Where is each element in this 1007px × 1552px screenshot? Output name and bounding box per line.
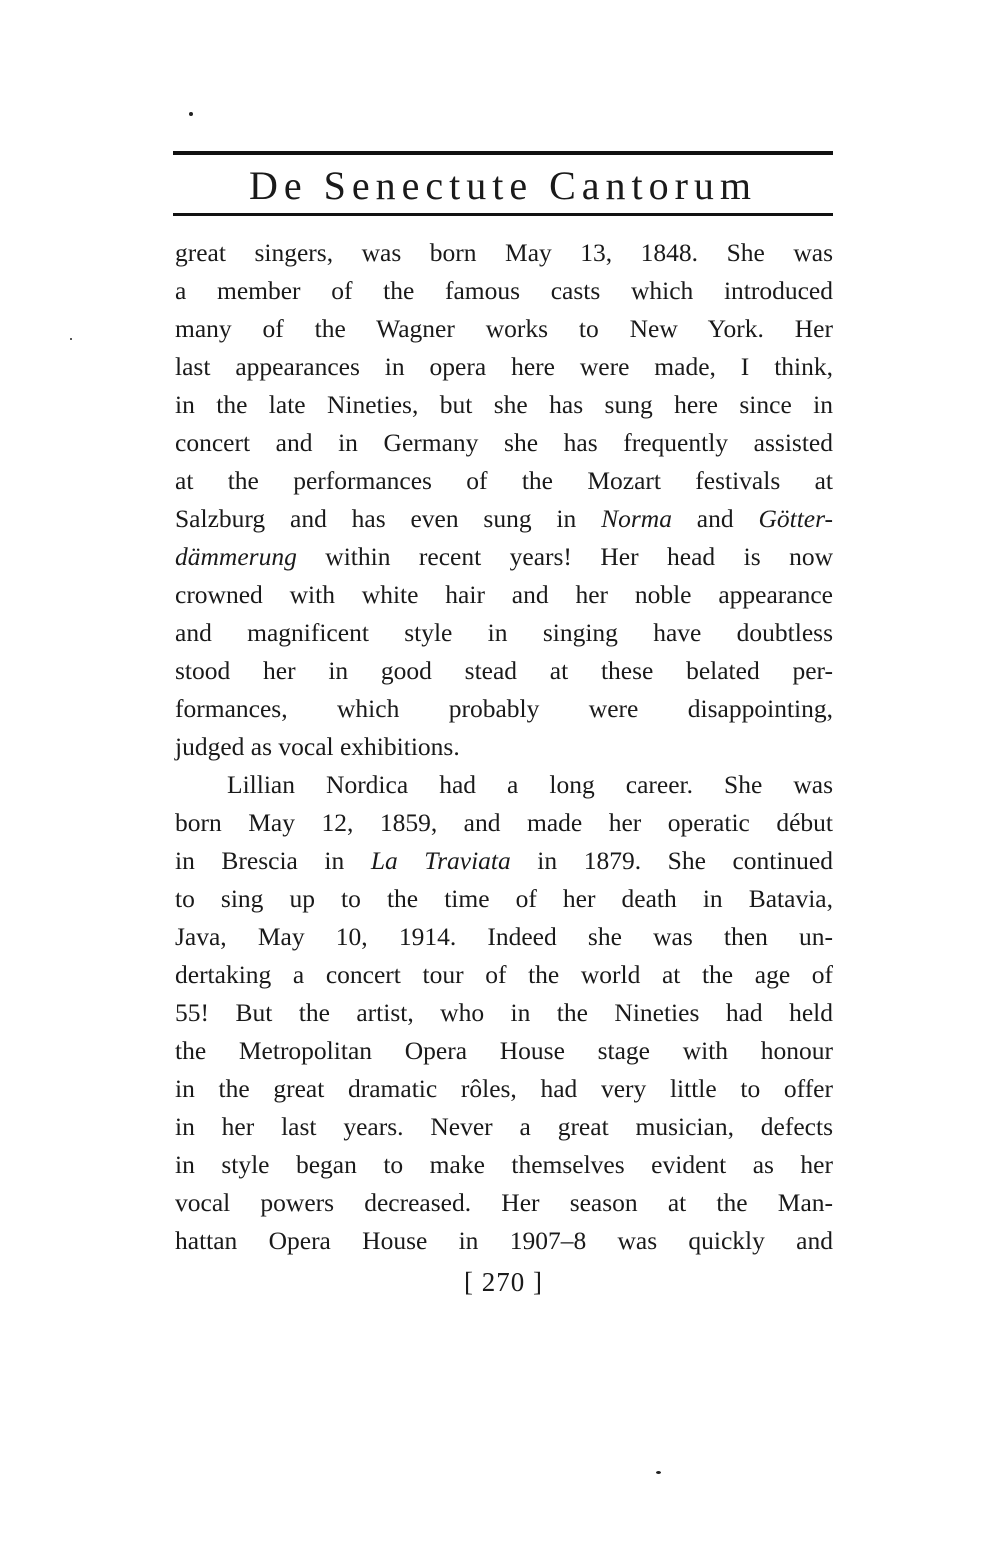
italic-title: dämmerung [175, 542, 297, 571]
text-line: last appearances in opera here were made, I think, [175, 352, 833, 381]
print-speck-top [189, 112, 193, 116]
text-line: Java, May 10, 1914. Indeed she was then un- [175, 922, 833, 951]
text-line: Salzburg and has even sung in Norma and Götter- [175, 504, 834, 533]
header-rule-bottom [173, 213, 833, 216]
text-line: dämmerung within recent years! Her head is now [175, 542, 833, 571]
print-speck-bottom [656, 1471, 661, 1474]
text-line: formances, which probably were disappointing, [175, 694, 833, 723]
running-head: De Senectute Cantorum [248, 163, 758, 208]
text-line: to sing up to the time of her death in Batavia, [175, 884, 833, 913]
text-line: 55! But the artist, who in the Nineties had held [175, 998, 833, 1027]
text-line: judged as vocal exhibitions. [175, 732, 460, 761]
text-line: many of the Wagner works to New York. Her [175, 314, 833, 343]
text-line: in style began to make themselves evident as her [175, 1150, 833, 1179]
text-line: Lillian Nordica had a long career. She was [227, 770, 833, 799]
body-text [175, 234, 833, 1260]
text-line: dertaking a concert tour of the world at the age of [175, 960, 833, 989]
text-line: hattan Opera House in 1907–8 was quickly and [175, 1226, 833, 1255]
text-line: in the late Nineties, but she has sung here since in [175, 390, 833, 419]
text-line: concert and in Germany she has frequently assisted [175, 428, 833, 457]
text-line: in Brescia in La Traviata in 1879. She continued [175, 846, 833, 875]
italic-title: Götter- [758, 504, 834, 533]
paragraph-1 [175, 234, 833, 766]
page-number: [ 270 ] [464, 1267, 543, 1297]
text-line: vocal powers decreased. Her season at the Man- [175, 1188, 833, 1217]
print-speck-left [70, 338, 72, 340]
text-line: in her last years. Never a great musician, defects [175, 1112, 833, 1141]
text-line: at the performances of the Mozart festivals at [175, 466, 833, 495]
header-rule-top [173, 151, 833, 155]
text-line: in the great dramatic rôles, had very little to offer [175, 1074, 833, 1103]
text-line: great singers, was born May 13, 1848. She was [175, 238, 833, 267]
text-line: and magnificent style in singing have doubtless [175, 618, 833, 647]
paragraph-2 [175, 766, 833, 1260]
text-line: born May 12, 1859, and made her operatic début [175, 808, 833, 837]
text-line: stood her in good stead at these belated per- [175, 656, 833, 685]
text-line: crowned with white hair and her noble appearance [175, 580, 833, 609]
italic-title: La Traviata [370, 846, 511, 875]
text-line: the Metropolitan Opera House stage with honour [175, 1036, 833, 1065]
italic-title: Norma [601, 504, 672, 533]
text-line: a member of the famous casts which introduced [175, 276, 833, 305]
